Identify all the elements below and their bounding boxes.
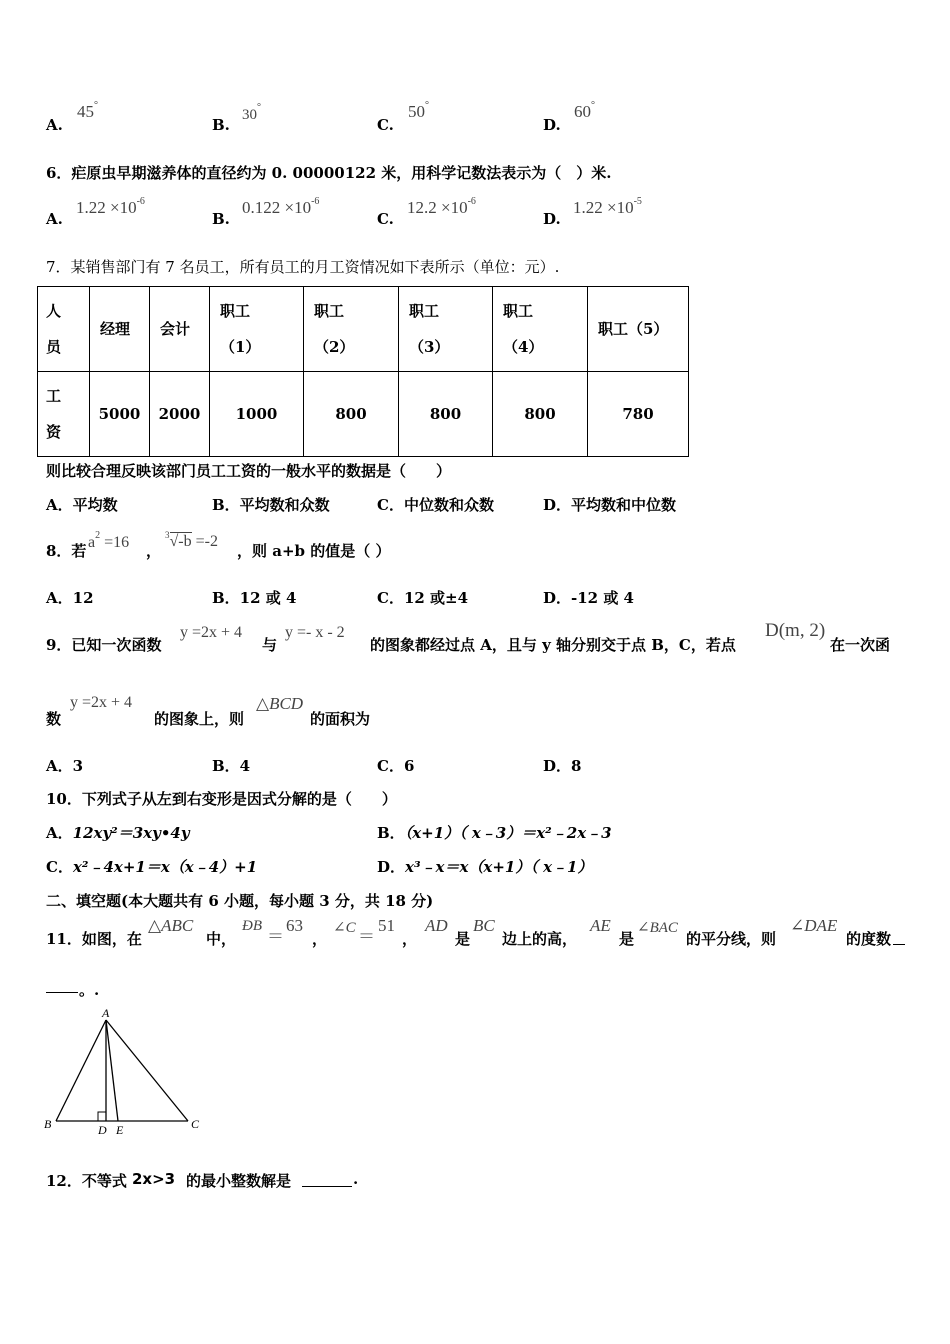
- q7-option-d: D．平均数和中位数: [543, 496, 677, 514]
- q6-option-d-label: D.: [543, 210, 561, 228]
- label-c: C: [191, 1117, 200, 1131]
- label-a: A: [102, 1006, 110, 1020]
- q11-angle-c: ∠C: [333, 920, 356, 936]
- q8-option-c: C．12 或±4: [377, 589, 469, 607]
- q9-text-4: 在一次函: [830, 636, 891, 654]
- q8-prefix: 8．若: [46, 542, 87, 560]
- table-header-cell: 职工 （3）: [399, 287, 493, 372]
- q12-text-3: .: [353, 1170, 359, 1188]
- q10-option-c: C．x²﹣4x+1＝x（x﹣4）+1: [46, 858, 258, 876]
- q5-option-b-label: B.: [212, 116, 230, 134]
- q6-option-b-label: B.: [212, 210, 230, 228]
- section-2-heading: 二、填空题(本大题共有 6 小题，每小题 3 分，共 18 分): [46, 892, 434, 910]
- q5-option-d-label: D.: [543, 116, 561, 134]
- q9-text-2: 与: [262, 636, 278, 654]
- q8-comma: ，: [146, 542, 162, 560]
- q9-option-c: C．6: [377, 757, 415, 775]
- q9-text-5: 数: [46, 710, 62, 728]
- q5-option-d-value: 60°: [574, 100, 595, 121]
- q11-bc: BC: [473, 916, 495, 935]
- q8-option-d: D．-12 或 4: [543, 589, 634, 607]
- table-cell: 800: [304, 372, 399, 457]
- q5-option-a-value: 45°: [77, 100, 98, 121]
- q6-option-b-value: $0.122 \times 10^{-6}$: [242, 196, 320, 217]
- q5-option-b-value: 30°: [242, 102, 261, 123]
- side-ac: [106, 1020, 188, 1121]
- q9-option-b: B．4: [212, 757, 251, 775]
- q8-option-b: B．12 或 4: [212, 589, 297, 607]
- q11-ae: AE: [590, 916, 611, 935]
- q10-option-b: B．（x+1）（ x﹣3）＝x²﹣2x﹣3: [377, 824, 612, 842]
- table-row: [38, 287, 689, 372]
- q9-text-6: 的图象上，则: [154, 710, 245, 728]
- q6-option-d-value: $1.22 \times 10^{-5}$: [573, 196, 642, 217]
- q6-stem: 6．疟原虫早期滋养体的直径约为 0. 00000122 米，用科学记数法表示为（ ）米.: [46, 164, 612, 182]
- q5-option-c-label: C.: [377, 116, 394, 134]
- q11-eq-1: ＝: [267, 927, 284, 946]
- side-ab: [56, 1020, 106, 1121]
- q9-option-a: A．3: [46, 757, 84, 775]
- q11-comma-2: ，: [402, 930, 418, 948]
- q8-option-a: A．12: [46, 589, 94, 607]
- q11-answer-blank[interactable]: [46, 992, 78, 993]
- table-cell: 1000: [210, 372, 304, 457]
- table-header-cell: 职工 （4）: [493, 287, 588, 372]
- q11-triangle-figure: [40, 1004, 210, 1140]
- q9-triangle: △BCD: [256, 694, 304, 713]
- q11-text-7: 的度数: [846, 930, 892, 948]
- q11-value-63: 63: [286, 916, 303, 935]
- q12-text-1: 12．不等式: [46, 1172, 127, 1190]
- q11-text-2: 中，: [206, 930, 237, 948]
- right-angle-mark: [98, 1112, 106, 1121]
- q7-option-c: C．中位数和众数: [377, 496, 494, 514]
- q11-text-3: 是: [455, 930, 471, 948]
- q6-option-a-value: $1.22 \times 10^{-6}$: [76, 196, 145, 217]
- table-header-cell: 职工（5）: [588, 287, 689, 372]
- table-header-cell: 职工 （2）: [304, 287, 399, 372]
- q11-angle-b: ÐB: [242, 918, 262, 934]
- q9-text-7: 的面积为: [310, 710, 371, 728]
- table-cell: 800: [399, 372, 493, 457]
- q12-answer-blank[interactable]: [302, 1186, 352, 1187]
- q9-text-3: 的图象都经过点 A，且与 y 轴分别交于点 B，C，若点: [370, 636, 736, 654]
- q7-option-a: A．平均数: [46, 496, 118, 514]
- q6-option-c-label: C.: [377, 210, 394, 228]
- q11-answer-blank-start: [893, 944, 905, 945]
- q10-stem: 10．下列式子从左到右变形是因式分解的是（ ）: [46, 790, 397, 808]
- label-d: D: [98, 1123, 107, 1137]
- q9-text-1: 9．已知一次函数: [46, 636, 162, 654]
- q10-option-d: D．x³﹣x＝x（x+1）（ x﹣1）: [377, 858, 593, 876]
- q7-question: 则比较合理反映该部门员工工资的一般水平的数据是（ ）: [46, 462, 452, 480]
- q11-text-1: 11．如图，在: [46, 930, 142, 948]
- table-cell: 5000: [90, 372, 150, 457]
- label-b: B: [44, 1117, 52, 1131]
- q11-eq-2: ＝: [358, 927, 375, 946]
- q8-suffix: ，则 a+b 的值是（ ）: [237, 542, 391, 560]
- q7-stem: 7．某销售部门有 7 名员工，所有员工的月工资情况如下表所示（单位：元）.: [46, 258, 560, 276]
- q12-inequality: 2x>3: [132, 1170, 176, 1188]
- q8-expr1: $a^2 =16$: [88, 530, 130, 551]
- table-header-cell: 人 员: [38, 287, 90, 372]
- q9-function-1: y =2x + 4: [180, 624, 243, 641]
- q11-text-4: 边上的高，: [502, 930, 578, 948]
- q6-option-a-label: A.: [46, 210, 63, 228]
- q11-angle-bac: ∠BAC: [637, 920, 678, 936]
- q11-triangle-abc: △ABC: [148, 916, 194, 935]
- table-row: [38, 372, 689, 457]
- q9-point-d: D(m, 2): [765, 620, 826, 641]
- table-cell: 780: [588, 372, 689, 457]
- bisector-ae: [106, 1020, 118, 1121]
- q9-option-d: D．8: [543, 757, 582, 775]
- table-header-cell: 职工 （1）: [210, 287, 304, 372]
- q11-text-8: 。.: [79, 981, 100, 999]
- q11-text-6: 的平分线，则: [686, 930, 777, 948]
- table-header-cell: 工 资: [38, 372, 90, 457]
- wage-table: [37, 286, 689, 457]
- q7-option-b: B．平均数和众数: [212, 496, 330, 514]
- q11-ad: AD: [425, 916, 448, 935]
- q11-comma-1: ，: [312, 930, 328, 948]
- q11-value-51: 51: [378, 916, 395, 935]
- q9-function-3: y =2x + 4: [70, 694, 133, 711]
- table-header-cell: 经理: [90, 287, 150, 372]
- table-cell: 800: [493, 372, 588, 457]
- q10-option-a: A．12xy²＝3xy•4y: [46, 824, 190, 842]
- q12-text-2: 的最小整数解是: [186, 1172, 292, 1190]
- table-header-cell: 会计: [150, 287, 210, 372]
- q8-expr2: $^3$√-b =-2: [165, 530, 218, 550]
- q11-text-5: 是: [619, 930, 635, 948]
- q5-option-c-value: 50°: [408, 100, 429, 121]
- q5-option-a-label: A.: [46, 116, 63, 134]
- label-e: E: [116, 1123, 124, 1137]
- q9-function-2: y =- x - 2: [285, 624, 345, 641]
- q11-angle-dae: ∠DAE: [790, 916, 838, 935]
- table-cell: 2000: [150, 372, 210, 457]
- q6-option-c-value: $12.2 \times 10^{-6}$: [407, 196, 476, 217]
